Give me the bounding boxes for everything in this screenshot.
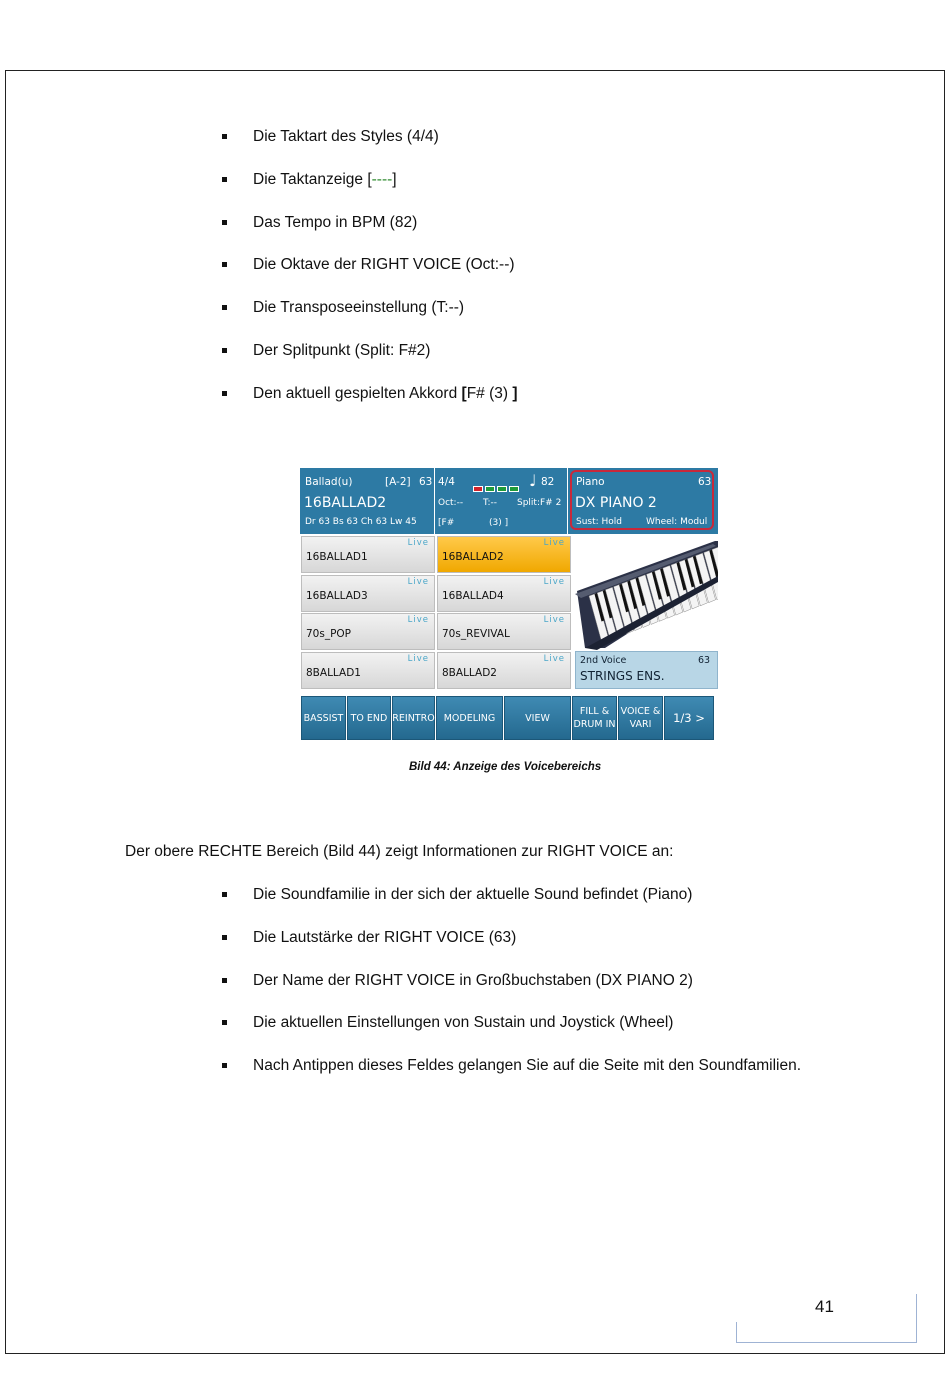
bullet-square-icon [222,1063,227,1068]
style-slot: [A-2] [385,476,411,488]
chord-value: [F# [438,518,455,528]
tempo-value: 82 [541,476,555,488]
function-button[interactable]: TO END [347,696,391,740]
second-voice-volume: 63 [698,655,711,666]
style-name: 16BALLAD2 [304,495,387,511]
list-item-text: Die Oktave der RIGHT VOICE (Oct:--) [253,256,515,274]
style-button[interactable] [301,652,435,689]
wheel-setting: Wheel: Modul [646,517,708,527]
list-item-text: Der Splitpunkt (Split: F#2) [253,341,431,359]
list-item-text: Die Taktart des Styles (4/4) [253,128,439,145]
list-item-text: Die Lautstärke der RIGHT VOICE (63) [253,928,517,946]
figure-caption: Bild 44: Anzeige des Voicebereichs [409,761,602,773]
style-button-label: 16BALLAD3 [306,589,368,602]
live-label: Live [407,615,429,625]
function-button[interactable]: VOICE & VARI [618,696,663,740]
list-item-text: Der Name der RIGHT VOICE in Großbuchstaben (DX PIANO 2) [253,971,693,989]
list-item-text: Nach Antippen dieses Feldes gelangen Sie auf die Seite mit den Soundfamilien. [253,1057,802,1075]
beat-light [509,486,519,492]
bullet-square-icon [222,892,227,897]
live-label: Live [407,576,429,587]
style-volume: 63 [419,476,433,488]
second-voice-label: 2nd Voice [580,655,627,666]
style-button-label: 70s_POP [306,628,352,640]
list-item-text: Die Taktanzeige [----] [253,170,397,188]
style-button[interactable] [301,536,435,573]
live-label: Live [543,615,565,625]
function-button[interactable]: MODELING [436,696,503,740]
beat-light [497,486,507,492]
bullet-square-icon [222,220,227,225]
list-item-text: Die Transposeeinstellung (T:--) [253,299,465,317]
live-label: Live [407,538,429,548]
keyboard-image [575,536,718,650]
style-button-label: 16BALLAD4 [442,589,504,602]
time-signature: 4/4 [438,476,455,488]
style-button-label: 8BALLAD1 [306,666,361,679]
function-button[interactable]: REINTRO [392,696,435,740]
function-button[interactable]: FILL & DRUM IN [572,696,617,740]
section-paragraph: Der obere RECHTE Bereich (Bild 44) zeigt Informationen zur RIGHT VOICE an: [125,843,674,860]
style-button-label: 16BALLAD1 [306,551,368,563]
bullet-square-icon [222,935,227,940]
beat-light [485,486,495,492]
style-header[interactable] [300,468,434,534]
note-icon: ♩ [529,471,537,490]
style-button[interactable] [437,613,571,650]
voice-volume: 63 [698,476,712,488]
split-value: Split:F# 2 [517,498,562,508]
function-button-row [300,696,718,740]
style-button-label: 16BALLAD2 [442,551,504,563]
style-button[interactable] [437,575,571,612]
style-button[interactable] [437,652,571,689]
second-voice-panel[interactable] [575,651,718,689]
bullet-square-icon [222,348,227,353]
bullet-square-icon [222,391,227,396]
sustain-setting: Sust: Hold [576,517,623,527]
voice-family: Piano [576,476,605,488]
page-number: 41 [815,1297,834,1316]
list-item-text: Die Soundfamilie in der sich der aktuelle Sound befindet (Piano) [253,886,693,903]
voice-name: DX PIANO 2 [575,495,657,511]
style-button-label: 8BALLAD2 [442,666,497,679]
style-button[interactable] [301,613,435,650]
list-item-text: Die aktuellen Einstellungen von Sustain und Joystick (Wheel) [253,1014,674,1032]
bullet-square-icon [222,177,227,182]
highlight-frame [570,470,714,530]
style-button[interactable] [301,575,435,612]
function-button[interactable]: 1/3 > [664,696,714,740]
list-item-text: Das Tempo in BPM (82) [253,213,418,231]
bullet-square-icon [222,978,227,983]
function-button[interactable]: VIEW [504,696,571,740]
live-label: Live [407,653,429,664]
beat-indicator [473,477,521,484]
live-label: Live [543,653,565,664]
style-button-label: 70s_REVIVAL [442,628,510,640]
chord-number: (3) ] [489,518,509,528]
keyboard-display [300,468,718,740]
style-button[interactable] [437,536,571,573]
style-details: Dr 63 Bs 63 Ch 63 Lw 45 [305,517,417,527]
beat-light [473,486,483,492]
live-label: Live [543,538,565,548]
bullet-square-icon [222,1020,227,1025]
bullet-square-icon [222,134,227,139]
transpose-value: T:-- [483,498,498,508]
style-category: Ballad(u) [305,476,353,488]
list-item-text: Den aktuell gespielten Akkord [F# (3) ] [253,384,518,402]
bullet-square-icon [222,262,227,267]
live-label: Live [543,576,565,587]
function-button[interactable]: BASSIST [301,696,346,740]
center-header [435,468,567,534]
bullet-square-icon [222,305,227,310]
second-voice-name: STRINGS ENS. [580,669,665,683]
octave-value: Oct:-- [438,498,464,508]
